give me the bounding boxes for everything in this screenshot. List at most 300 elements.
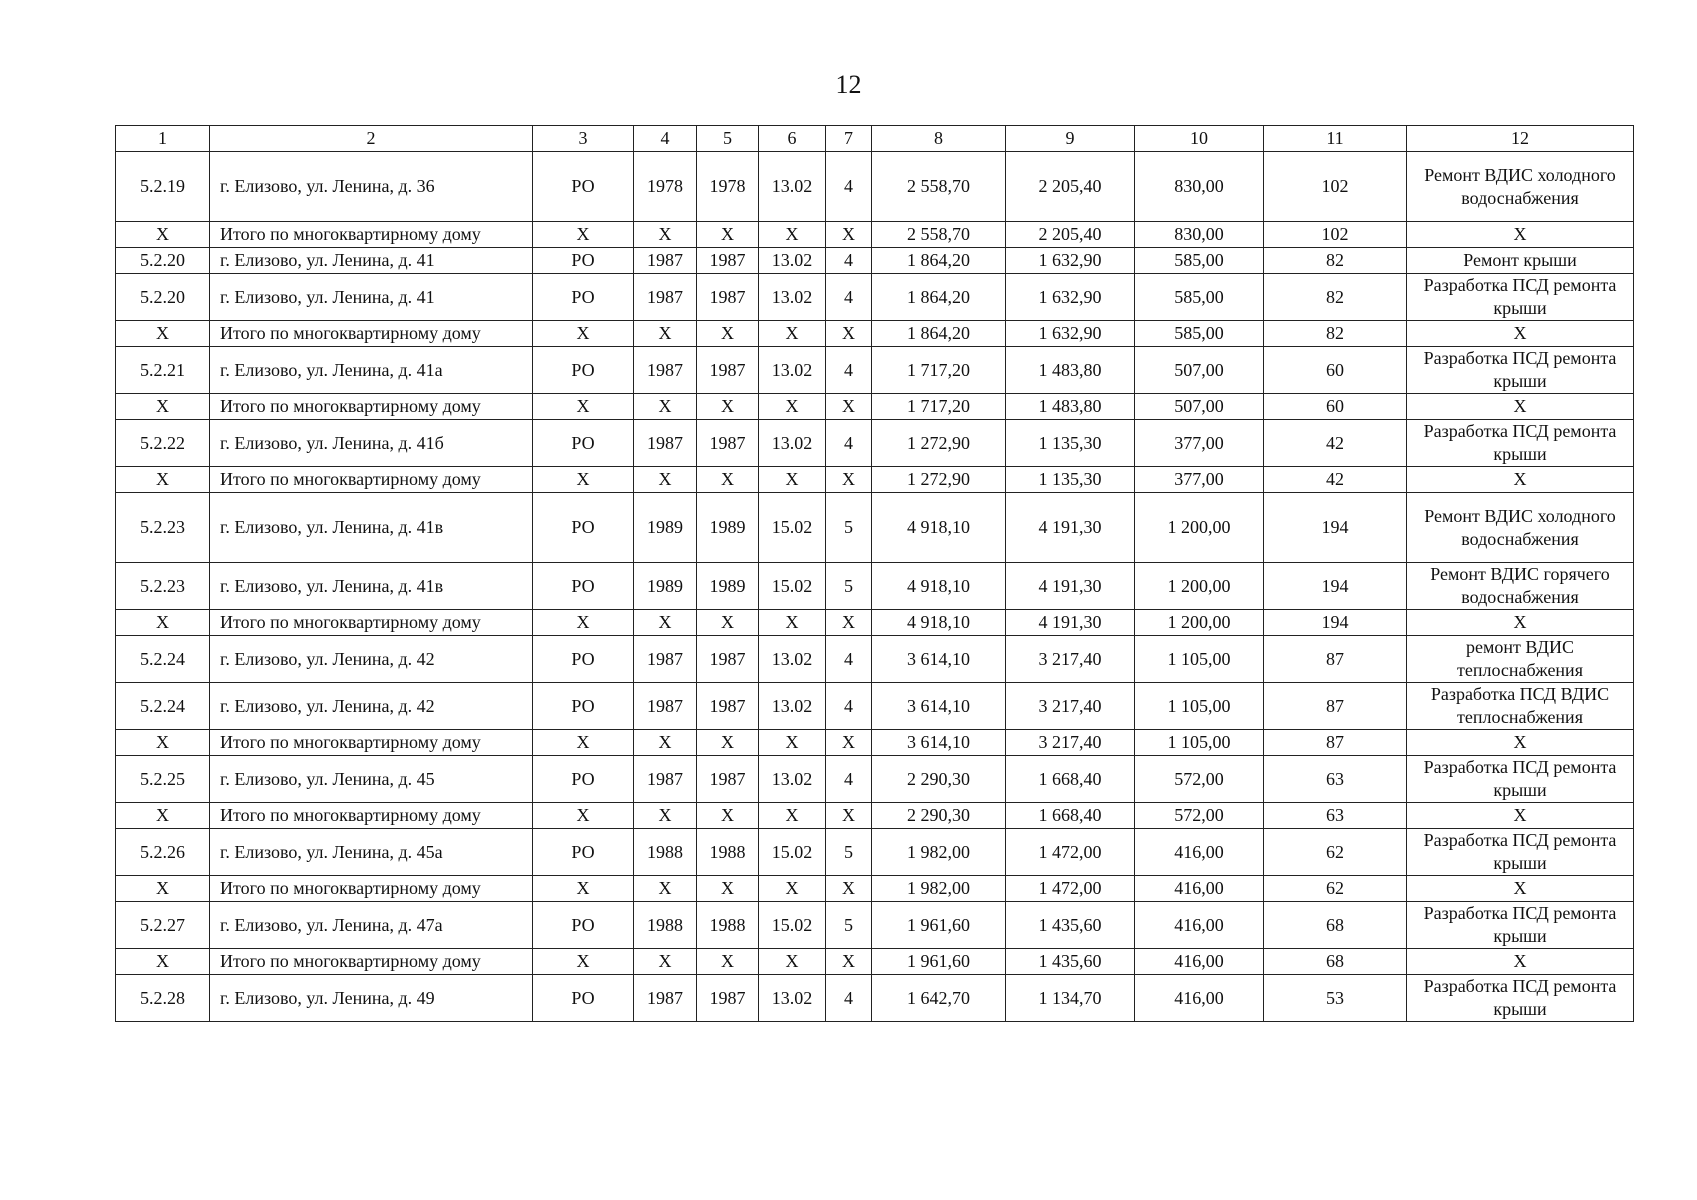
address-cell: Итого по многоквартирному дому — [210, 949, 533, 975]
column-number: 6 — [759, 126, 826, 152]
cell-8: 4 918,10 — [872, 610, 1006, 636]
address-cell: г. Елизово, ул. Ленина, д. 41 — [210, 248, 533, 274]
cell-7: 4 — [826, 756, 872, 803]
row-number-cell: 5.2.26 — [116, 829, 210, 876]
address-cell: г. Елизово, ул. Ленина, д. 41в — [210, 563, 533, 610]
cell-12: Х — [1407, 321, 1634, 347]
cell-9: 4 191,30 — [1006, 563, 1135, 610]
table-row — [116, 248, 1634, 274]
cell-9: 1 135,30 — [1006, 467, 1135, 493]
cell-12: Х — [1407, 394, 1634, 420]
cell-7: 4 — [826, 152, 872, 222]
cell-11: 194 — [1264, 563, 1407, 610]
cell-9: 3 217,40 — [1006, 730, 1135, 756]
cell-7: 4 — [826, 420, 872, 467]
cell-8: 1 272,90 — [872, 420, 1006, 467]
column-number: 10 — [1135, 126, 1264, 152]
cell-9: 1 472,00 — [1006, 876, 1135, 902]
cell-8: 1 864,20 — [872, 321, 1006, 347]
cell-11: 87 — [1264, 730, 1407, 756]
cell-4: 1978 — [634, 152, 697, 222]
table-row — [116, 420, 1634, 467]
cell-6: 15.02 — [759, 902, 826, 949]
address-cell: Итого по многоквартирному дому — [210, 321, 533, 347]
cell-6: 13.02 — [759, 975, 826, 1022]
cell-4: 1987 — [634, 347, 697, 394]
address-cell: г. Елизово, ул. Ленина, д. 41 — [210, 274, 533, 321]
column-number-row — [116, 126, 1634, 152]
cell-6: Х — [759, 394, 826, 420]
cell-9: 1 632,90 — [1006, 274, 1135, 321]
cell-10: 507,00 — [1135, 347, 1264, 394]
cell-3: РО — [533, 248, 634, 274]
cell-11: 87 — [1264, 683, 1407, 730]
cell-8: 1 864,20 — [872, 248, 1006, 274]
cell-5: 1987 — [697, 347, 759, 394]
cell-12: Разработка ПСД ремонта крыши — [1407, 420, 1634, 467]
column-number: 3 — [533, 126, 634, 152]
cell-7: 4 — [826, 975, 872, 1022]
address-cell: г. Елизово, ул. Ленина, д. 41в — [210, 493, 533, 563]
cell-9: 1 472,00 — [1006, 829, 1135, 876]
cell-10: 1 105,00 — [1135, 636, 1264, 683]
cell-8: 1 717,20 — [872, 394, 1006, 420]
cell-10: 416,00 — [1135, 876, 1264, 902]
cell-7: 4 — [826, 683, 872, 730]
cell-3: Х — [533, 610, 634, 636]
cell-12: Ремонт крыши — [1407, 248, 1634, 274]
cell-5: 1987 — [697, 756, 759, 803]
cell-11: 87 — [1264, 636, 1407, 683]
cell-12: Разработка ПСД ремонта крыши — [1407, 347, 1634, 394]
address-cell: Итого по многоквартирному дому — [210, 803, 533, 829]
cell-10: 416,00 — [1135, 829, 1264, 876]
cell-9: 1 632,90 — [1006, 248, 1135, 274]
cell-12: Х — [1407, 949, 1634, 975]
cell-7: 4 — [826, 347, 872, 394]
cell-8: 1 717,20 — [872, 347, 1006, 394]
cell-6: 13.02 — [759, 420, 826, 467]
cell-9: 2 205,40 — [1006, 152, 1135, 222]
cell-3: РО — [533, 274, 634, 321]
cell-11: 194 — [1264, 610, 1407, 636]
cell-9: 2 205,40 — [1006, 222, 1135, 248]
cell-9: 4 191,30 — [1006, 493, 1135, 563]
row-number-cell: Х — [116, 222, 210, 248]
cell-5: Х — [697, 876, 759, 902]
cell-5: 1987 — [697, 274, 759, 321]
cell-3: РО — [533, 493, 634, 563]
row-number-cell: Х — [116, 321, 210, 347]
cell-10: 377,00 — [1135, 467, 1264, 493]
address-cell: г. Елизово, ул. Ленина, д. 49 — [210, 975, 533, 1022]
cell-7: Х — [826, 222, 872, 248]
cell-11: 60 — [1264, 347, 1407, 394]
cell-11: 102 — [1264, 222, 1407, 248]
cell-6: 13.02 — [759, 756, 826, 803]
cell-11: 194 — [1264, 493, 1407, 563]
table-row — [116, 949, 1634, 975]
cell-11: 62 — [1264, 876, 1407, 902]
cell-10: 830,00 — [1135, 222, 1264, 248]
cell-12: Разработка ПСД ремонта крыши — [1407, 902, 1634, 949]
row-number-cell: 5.2.23 — [116, 563, 210, 610]
row-number-cell: 5.2.28 — [116, 975, 210, 1022]
cell-6: 13.02 — [759, 683, 826, 730]
cell-9: 3 217,40 — [1006, 683, 1135, 730]
cell-7: Х — [826, 321, 872, 347]
cell-10: 377,00 — [1135, 420, 1264, 467]
cell-4: 1989 — [634, 563, 697, 610]
cell-10: 1 105,00 — [1135, 683, 1264, 730]
cell-8: 1 982,00 — [872, 829, 1006, 876]
cell-10: 1 200,00 — [1135, 563, 1264, 610]
cell-7: Х — [826, 394, 872, 420]
table-row — [116, 152, 1634, 222]
cell-12: Ремонт ВДИС холодного водоснабжения — [1407, 493, 1634, 563]
cell-4: Х — [634, 610, 697, 636]
cell-10: 416,00 — [1135, 949, 1264, 975]
table-row — [116, 636, 1634, 683]
cell-3: РО — [533, 829, 634, 876]
column-number: 2 — [210, 126, 533, 152]
table-row — [116, 975, 1634, 1022]
cell-5: Х — [697, 394, 759, 420]
cell-8: 3 614,10 — [872, 636, 1006, 683]
cell-7: Х — [826, 803, 872, 829]
row-number-cell: 5.2.22 — [116, 420, 210, 467]
cell-12: Х — [1407, 467, 1634, 493]
row-number-cell: 5.2.24 — [116, 636, 210, 683]
cell-10: 830,00 — [1135, 152, 1264, 222]
row-number-cell: Х — [116, 876, 210, 902]
cell-5: Х — [697, 467, 759, 493]
column-number: 4 — [634, 126, 697, 152]
cell-6: 15.02 — [759, 829, 826, 876]
cell-3: РО — [533, 683, 634, 730]
row-number-cell: 5.2.24 — [116, 683, 210, 730]
cell-8: 1 864,20 — [872, 274, 1006, 321]
cell-12: Х — [1407, 610, 1634, 636]
cell-10: 416,00 — [1135, 902, 1264, 949]
cell-9: 1 483,80 — [1006, 347, 1135, 394]
cell-8: 1 982,00 — [872, 876, 1006, 902]
cell-11: 68 — [1264, 949, 1407, 975]
table-row — [116, 730, 1634, 756]
cell-5: Х — [697, 730, 759, 756]
table-row — [116, 347, 1634, 394]
cell-10: 585,00 — [1135, 321, 1264, 347]
cell-7: Х — [826, 730, 872, 756]
cell-11: 60 — [1264, 394, 1407, 420]
cell-4: Х — [634, 222, 697, 248]
cell-4: Х — [634, 876, 697, 902]
cell-12: Разработка ПСД ремонта крыши — [1407, 756, 1634, 803]
cell-4: 1987 — [634, 636, 697, 683]
cell-7: Х — [826, 949, 872, 975]
cell-10: 585,00 — [1135, 248, 1264, 274]
address-cell: Итого по многоквартирному дому — [210, 610, 533, 636]
cell-12: Разработка ПСД ВДИС теплоснабжения — [1407, 683, 1634, 730]
cell-12: Х — [1407, 803, 1634, 829]
address-cell: Итого по многоквартирному дому — [210, 876, 533, 902]
cell-10: 1 200,00 — [1135, 493, 1264, 563]
cell-12: Х — [1407, 876, 1634, 902]
cell-6: Х — [759, 803, 826, 829]
cell-12: Разработка ПСД ремонта крыши — [1407, 829, 1634, 876]
cell-11: 62 — [1264, 829, 1407, 876]
cell-7: 4 — [826, 636, 872, 683]
cell-8: 1 642,70 — [872, 975, 1006, 1022]
table-row — [116, 803, 1634, 829]
cell-6: Х — [759, 610, 826, 636]
column-number: 1 — [116, 126, 210, 152]
cell-6: 13.02 — [759, 248, 826, 274]
cell-4: 1989 — [634, 493, 697, 563]
cell-10: 572,00 — [1135, 803, 1264, 829]
cell-4: 1987 — [634, 975, 697, 1022]
cell-3: РО — [533, 347, 634, 394]
column-number: 11 — [1264, 126, 1407, 152]
data-table — [115, 125, 1634, 1022]
cell-12: Разработка ПСД ремонта крыши — [1407, 274, 1634, 321]
row-number-cell: 5.2.20 — [116, 274, 210, 321]
row-number-cell: Х — [116, 949, 210, 975]
cell-5: 1987 — [697, 636, 759, 683]
cell-7: 5 — [826, 902, 872, 949]
cell-4: Х — [634, 803, 697, 829]
address-cell: г. Елизово, ул. Ленина, д. 42 — [210, 683, 533, 730]
cell-4: 1987 — [634, 248, 697, 274]
address-cell: Итого по многоквартирному дому — [210, 730, 533, 756]
table-row — [116, 563, 1634, 610]
cell-5: Х — [697, 803, 759, 829]
cell-9: 1 632,90 — [1006, 321, 1135, 347]
cell-5: 1987 — [697, 248, 759, 274]
cell-5: Х — [697, 321, 759, 347]
cell-6: 13.02 — [759, 636, 826, 683]
cell-5: 1989 — [697, 493, 759, 563]
table-body — [116, 126, 1634, 1022]
cell-5: Х — [697, 222, 759, 248]
cell-9: 1 135,30 — [1006, 420, 1135, 467]
address-cell: г. Елизово, ул. Ленина, д. 45а — [210, 829, 533, 876]
cell-7: Х — [826, 610, 872, 636]
cell-5: 1978 — [697, 152, 759, 222]
cell-4: Х — [634, 394, 697, 420]
cell-8: 2 290,30 — [872, 803, 1006, 829]
cell-10: 585,00 — [1135, 274, 1264, 321]
cell-3: Х — [533, 803, 634, 829]
address-cell: Итого по многоквартирному дому — [210, 222, 533, 248]
cell-11: 68 — [1264, 902, 1407, 949]
column-number: 7 — [826, 126, 872, 152]
cell-3: Х — [533, 876, 634, 902]
cell-7: 5 — [826, 829, 872, 876]
cell-4: Х — [634, 730, 697, 756]
table-row — [116, 756, 1634, 803]
cell-12: Ремонт ВДИС горячего водоснабжения — [1407, 563, 1634, 610]
cell-6: Х — [759, 467, 826, 493]
column-number: 9 — [1006, 126, 1135, 152]
cell-4: 1988 — [634, 829, 697, 876]
cell-9: 1 668,40 — [1006, 803, 1135, 829]
address-cell: г. Елизово, ул. Ленина, д. 41б — [210, 420, 533, 467]
cell-8: 4 918,10 — [872, 493, 1006, 563]
cell-8: 1 272,90 — [872, 467, 1006, 493]
address-cell: г. Елизово, ул. Ленина, д. 36 — [210, 152, 533, 222]
cell-10: 507,00 — [1135, 394, 1264, 420]
row-number-cell: Х — [116, 803, 210, 829]
cell-3: Х — [533, 949, 634, 975]
cell-5: 1989 — [697, 563, 759, 610]
cell-8: 2 558,70 — [872, 222, 1006, 248]
cell-4: Х — [634, 949, 697, 975]
row-number-cell: 5.2.25 — [116, 756, 210, 803]
cell-11: 42 — [1264, 467, 1407, 493]
cell-11: 82 — [1264, 321, 1407, 347]
cell-5: 1987 — [697, 683, 759, 730]
cell-9: 1 668,40 — [1006, 756, 1135, 803]
cell-9: 1 435,60 — [1006, 902, 1135, 949]
cell-3: РО — [533, 563, 634, 610]
cell-11: 42 — [1264, 420, 1407, 467]
cell-3: Х — [533, 467, 634, 493]
cell-10: 416,00 — [1135, 975, 1264, 1022]
table-row — [116, 683, 1634, 730]
column-number: 5 — [697, 126, 759, 152]
cell-3: Х — [533, 321, 634, 347]
cell-5: 1988 — [697, 902, 759, 949]
table-row — [116, 610, 1634, 636]
cell-6: Х — [759, 222, 826, 248]
cell-6: 13.02 — [759, 152, 826, 222]
cell-6: Х — [759, 321, 826, 347]
cell-4: 1987 — [634, 274, 697, 321]
cell-11: 102 — [1264, 152, 1407, 222]
cell-10: 1 105,00 — [1135, 730, 1264, 756]
cell-3: РО — [533, 756, 634, 803]
table-row — [116, 274, 1634, 321]
address-cell: г. Елизово, ул. Ленина, д. 42 — [210, 636, 533, 683]
cell-9: 1 483,80 — [1006, 394, 1135, 420]
address-cell: г. Елизово, ул. Ленина, д. 45 — [210, 756, 533, 803]
row-number-cell: 5.2.23 — [116, 493, 210, 563]
cell-5: Х — [697, 610, 759, 636]
cell-8: 1 961,60 — [872, 949, 1006, 975]
cell-4: 1988 — [634, 902, 697, 949]
table-row — [116, 493, 1634, 563]
table-row — [116, 902, 1634, 949]
cell-6: 13.02 — [759, 274, 826, 321]
table-row — [116, 467, 1634, 493]
row-number-cell: 5.2.19 — [116, 152, 210, 222]
address-cell: г. Елизово, ул. Ленина, д. 41а — [210, 347, 533, 394]
cell-7: 4 — [826, 248, 872, 274]
cell-8: 3 614,10 — [872, 683, 1006, 730]
cell-3: РО — [533, 975, 634, 1022]
cell-11: 63 — [1264, 756, 1407, 803]
cell-9: 3 217,40 — [1006, 636, 1135, 683]
row-number-cell: Х — [116, 467, 210, 493]
cell-6: 13.02 — [759, 347, 826, 394]
cell-9: 4 191,30 — [1006, 610, 1135, 636]
cell-6: 15.02 — [759, 563, 826, 610]
cell-3: Х — [533, 222, 634, 248]
cell-8: 4 918,10 — [872, 563, 1006, 610]
cell-3: РО — [533, 636, 634, 683]
cell-12: Разработка ПСД ремонта крыши — [1407, 975, 1634, 1022]
cell-8: 3 614,10 — [872, 730, 1006, 756]
row-number-cell: Х — [116, 394, 210, 420]
row-number-cell: 5.2.20 — [116, 248, 210, 274]
cell-6: Х — [759, 876, 826, 902]
cell-9: 1 435,60 — [1006, 949, 1135, 975]
table-row — [116, 829, 1634, 876]
cell-11: 82 — [1264, 248, 1407, 274]
cell-3: РО — [533, 420, 634, 467]
cell-5: 1987 — [697, 420, 759, 467]
cell-4: Х — [634, 321, 697, 347]
cell-10: 1 200,00 — [1135, 610, 1264, 636]
cell-12: Х — [1407, 730, 1634, 756]
cell-7: Х — [826, 467, 872, 493]
cell-7: 5 — [826, 563, 872, 610]
cell-3: Х — [533, 730, 634, 756]
cell-11: 63 — [1264, 803, 1407, 829]
cell-12: ремонт ВДИС теплоснабжения — [1407, 636, 1634, 683]
row-number-cell: Х — [116, 610, 210, 636]
cell-10: 572,00 — [1135, 756, 1264, 803]
cell-5: Х — [697, 949, 759, 975]
cell-4: Х — [634, 467, 697, 493]
cell-7: Х — [826, 876, 872, 902]
cell-11: 82 — [1264, 274, 1407, 321]
address-cell: Итого по многоквартирному дому — [210, 394, 533, 420]
cell-11: 53 — [1264, 975, 1407, 1022]
cell-5: 1988 — [697, 829, 759, 876]
cell-8: 2 558,70 — [872, 152, 1006, 222]
cell-4: 1987 — [634, 420, 697, 467]
table-row — [116, 222, 1634, 248]
table-row — [116, 394, 1634, 420]
page-number: 12 — [835, 70, 862, 99]
table-row — [116, 321, 1634, 347]
cell-3: РО — [533, 902, 634, 949]
address-cell: Итого по многоквартирному дому — [210, 467, 533, 493]
cell-12: Х — [1407, 222, 1634, 248]
cell-5: 1987 — [697, 975, 759, 1022]
cell-6: Х — [759, 730, 826, 756]
cell-6: 15.02 — [759, 493, 826, 563]
cell-12: Ремонт ВДИС холодного водоснабжения — [1407, 152, 1634, 222]
cell-9: 1 134,70 — [1006, 975, 1135, 1022]
column-number: 8 — [872, 126, 1006, 152]
cell-3: Х — [533, 394, 634, 420]
cell-3: РО — [533, 152, 634, 222]
row-number-cell: Х — [116, 730, 210, 756]
address-cell: г. Елизово, ул. Ленина, д. 47а — [210, 902, 533, 949]
cell-6: Х — [759, 949, 826, 975]
cell-8: 1 961,60 — [872, 902, 1006, 949]
cell-4: 1987 — [634, 756, 697, 803]
cell-8: 2 290,30 — [872, 756, 1006, 803]
cell-4: 1987 — [634, 683, 697, 730]
cell-7: 4 — [826, 274, 872, 321]
table-row — [116, 876, 1634, 902]
row-number-cell: 5.2.27 — [116, 902, 210, 949]
cell-7: 5 — [826, 493, 872, 563]
